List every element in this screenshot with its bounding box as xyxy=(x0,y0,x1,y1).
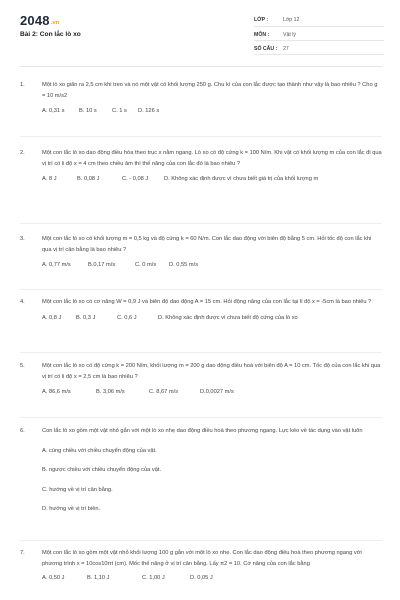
subject-label: MÔN : xyxy=(254,32,270,38)
question-item xyxy=(20,234,382,272)
answer-options xyxy=(42,174,382,196)
question-count-label: SỐ CÂU : xyxy=(254,46,278,52)
answer-option-b[interactable]: B. ngược chiều với chiều chuyển động của vật. xyxy=(42,467,162,474)
question-item xyxy=(20,548,382,585)
subject-value: Vật lý xyxy=(283,32,296,38)
answer-option-a[interactable]: A. 0,31 s xyxy=(42,108,65,115)
answer-option-c[interactable]: C. 8,67 m/s xyxy=(149,389,179,396)
answer-option-c[interactable]: C. 1 s xyxy=(112,108,127,115)
question-stem: Một con lắc lò xo có khối lượng m = 0,5 kg và độ cứng k = 60 N/m. Con lắc dao động với biên độ bằng 5 cm. Hỏi tốc độ con lắc khi qua vị trí cân bằng là bao nhiêu ? xyxy=(42,236,372,253)
answer-option-a[interactable]: A. cùng chiều với chiều chuyển động của vật. xyxy=(42,447,157,454)
answer-option-c[interactable]: C. hướng về vị trí cân bằng. xyxy=(42,486,113,493)
answer-option-d[interactable]: D.0,0027 m/s xyxy=(200,389,234,396)
answer-option-b[interactable]: B. 0,3 J xyxy=(76,314,96,321)
question-stem: Một con lắc lò xo có độ cứng k = 200 N/m, khối lượng m = 200 g dao động điều hoà với biên độ A = 10 cm. Tốc độ của con lắc khi qua vị trí có li độ x = 2,5 cm là bao nhiêu ? xyxy=(42,363,381,380)
lesson-title: Bài 2: Con lắc lò xo xyxy=(20,31,81,38)
site-logo[interactable] xyxy=(20,13,59,28)
question-stem: Một lò xo giãn ra 2,5 cm khi treo và nó một vật có khối lượng 250 g. Chu kì của con lắc được tạo thành như vậy là bao nhiêu ? Cho g = 10 m/s2 xyxy=(42,82,378,99)
answer-option-a[interactable]: A. 86,6 m/s xyxy=(42,389,71,396)
answer-option-a[interactable]: A. 0,8 J xyxy=(42,314,62,321)
answer-options xyxy=(42,260,382,272)
answer-option-a[interactable]: A. 8 J xyxy=(42,176,57,183)
question-number: 4. xyxy=(20,299,25,305)
question-stem: Một con lắc lò xo dao động điều hòa theo trục x nằm ngang. Lò xo có độ cứng k = 100 N/m. Khi vật có khối lượng m của con lắc đi qua vị trí có li độ x = 4 cm theo chiều âm thì thế năng của con lắc đó là bao nhiêu ? xyxy=(42,150,382,167)
answer-option-d[interactable]: D. Không xác định được vì chưa biết giá trị của khối lượng m xyxy=(164,176,319,183)
question-item xyxy=(20,148,382,196)
answer-options xyxy=(42,313,382,325)
answer-options xyxy=(42,387,382,399)
answer-option-a[interactable]: A. 0,77 m/s xyxy=(42,262,71,269)
answer-option-c[interactable]: C. 1,00 J xyxy=(142,575,165,582)
answer-option-b[interactable]: B. 0,08 J xyxy=(77,176,100,183)
answer-option-c[interactable]: C. 0 m/s xyxy=(135,262,157,269)
question-number: 6. xyxy=(20,428,25,434)
question-divider xyxy=(20,540,382,541)
question-number: 3. xyxy=(20,236,25,242)
answer-options xyxy=(42,106,382,118)
question-count-value: 27 xyxy=(283,46,289,52)
question-number: 1. xyxy=(20,82,25,88)
question-item xyxy=(20,426,382,515)
question-divider xyxy=(20,136,382,137)
question-item xyxy=(20,297,382,325)
answer-option-d[interactable]: D. 0,05 J xyxy=(190,575,213,582)
answer-options xyxy=(42,573,382,585)
answer-option-a[interactable]: A. 0,50 J xyxy=(42,575,65,582)
question-stem: Một con lắc lò xo có cơ năng W = 0,9 J và biên độ dao động A = 15 cm. Hỏi động năng của con lắc tại li độ x = -5cm là bao nhiêu ? xyxy=(42,299,372,305)
answer-option-c[interactable]: C. - 0,08 J xyxy=(122,176,149,183)
worksheet-header xyxy=(0,0,400,62)
answer-option-d[interactable]: D. 0,55 m/s xyxy=(169,262,199,269)
question-divider xyxy=(20,417,382,418)
question-divider xyxy=(20,223,382,224)
question-number: 2. xyxy=(20,150,25,156)
answer-option-d[interactable]: D. Không xác định được vì chưa biết độ cứng của lò xo xyxy=(158,314,298,321)
question-divider xyxy=(20,289,382,290)
header-divider xyxy=(20,66,382,67)
question-divider xyxy=(20,352,382,353)
question-stem: Một con lắc lò xo gồm một vật nhỏ khối lượng 100 g gắn với một lò xo nhẹ. Con lắc dao động điều hoà theo phương ngang với phương trình x = 10cos10πt (cm). Mốc thế năng ở vị trí cân bằng. Lấy π2 = 10. Cơ năng của con lắc bằng xyxy=(42,550,362,567)
answer-option-d[interactable]: D. 126 s xyxy=(138,108,160,115)
class-value: Lớp 12 xyxy=(283,17,300,23)
answer-option-b[interactable]: B. 10 s xyxy=(79,108,97,115)
answer-option-b[interactable]: B. 1,10 J xyxy=(87,575,110,582)
answer-option-d[interactable]: D. hướng về vị trí biên. xyxy=(42,506,101,513)
answer-option-c[interactable]: C. 0,6 J xyxy=(117,314,137,321)
question-number: 7. xyxy=(20,550,25,556)
question-item xyxy=(20,80,382,118)
question-number: 5. xyxy=(20,363,25,369)
answer-option-b[interactable]: B. 3,06 m/s xyxy=(96,389,125,396)
question-stem: Con lắc lò xo gồm một vật nhỏ gắn với một lò xo nhẹ dao động điều hoà theo phương ngang. Lực kéo về tác dụng vào vật luôn xyxy=(42,428,363,434)
class-label: LỚP : xyxy=(254,17,269,23)
logo-main-text: 2048 xyxy=(20,13,50,28)
question-item xyxy=(20,361,382,399)
answer-option-b[interactable]: B.0,17 m/s xyxy=(88,262,116,269)
logo-domain-text: .vn xyxy=(50,20,60,26)
